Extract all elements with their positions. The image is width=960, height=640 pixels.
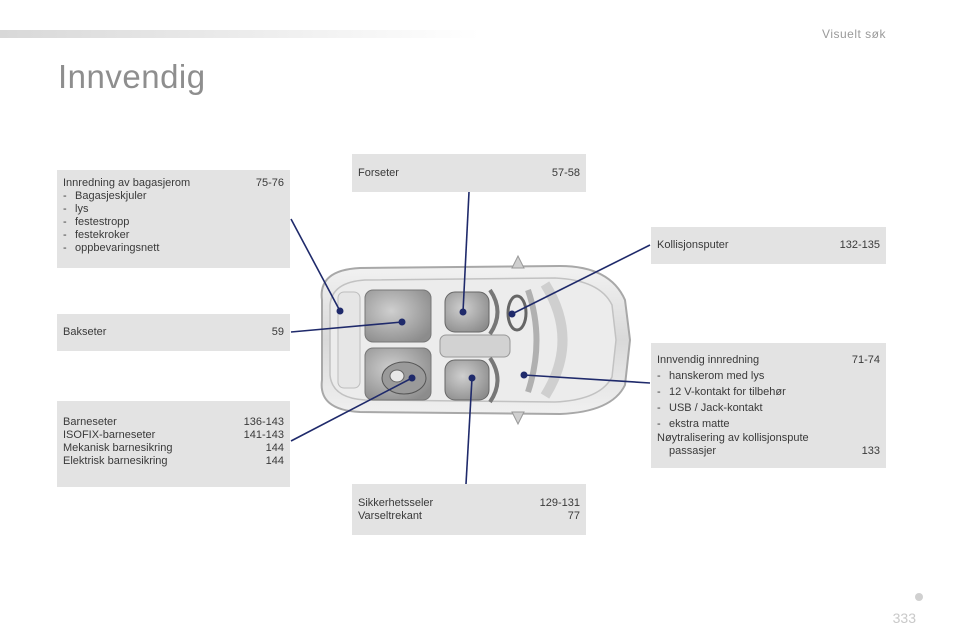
callout-airbags	[651, 227, 886, 264]
front-seat-right	[445, 360, 489, 400]
callout-interior-fittings: Innvendig innredning 71-74 - hanskerom med lys - 12 V-kontakt for tilbehør - USB / Jack-kontakt - ekstra matte Nøytralisering av kollisjonspute passasjer 133	[651, 343, 886, 468]
steering-wheel	[508, 296, 526, 330]
callout-label: Kollisjonsputer	[657, 239, 729, 251]
list-item: - festekroker	[63, 229, 130, 241]
callout-child-seats: Barneseter 136-143 ISOFIX-barneseter 141-143 Mekanisk barnesikring 144 Elektrisk barnesikring 144	[57, 401, 290, 487]
marker-bakseter	[399, 319, 406, 326]
page-ref[interactable]: 133	[861, 445, 880, 457]
list-item: - hanskerom med lys	[657, 370, 765, 382]
page-ref[interactable]: 77	[567, 510, 580, 522]
page-ref[interactable]: 132-135	[839, 239, 880, 251]
leader-barne	[291, 378, 412, 441]
page-ref[interactable]: 71-74	[851, 354, 880, 366]
callout-label: Forseter	[358, 167, 399, 179]
list-item: - ekstra matte	[657, 418, 730, 430]
rear-seat	[365, 290, 431, 342]
list-item: - 12 V-kontakt for tilbehør	[657, 386, 786, 398]
car-body	[322, 266, 630, 414]
leader-forseter	[463, 192, 469, 312]
list-item: - lys	[63, 203, 89, 215]
callout-label: Innvendig innredning	[657, 354, 760, 366]
page-ref[interactable]: 136-143	[243, 416, 284, 428]
leader-bakseter	[291, 322, 402, 332]
page-ref[interactable]: 59	[271, 326, 284, 338]
leader-bagasje	[291, 219, 340, 311]
front-seat-left	[445, 292, 489, 332]
page-ref[interactable]: 57-58	[551, 167, 580, 179]
list-item: - USB / Jack-kontakt	[657, 402, 763, 414]
page-title: Innvendig	[58, 58, 206, 95]
marker-kollisjon	[509, 311, 516, 318]
header-bar	[0, 30, 480, 38]
marker-forseter	[460, 309, 467, 316]
callout-label: Bakseter	[63, 326, 107, 338]
marker-bagasje	[337, 308, 344, 315]
list-item: - oppbevaringsnett	[63, 242, 160, 254]
page-ref[interactable]: 144	[265, 442, 284, 454]
callout-seat-belts: Sikkerhetsseler 129-131 Varseltrekant 77	[352, 484, 586, 535]
page-ref[interactable]: 144	[265, 455, 284, 467]
marker-sikker	[469, 375, 476, 382]
callout-front-seats	[352, 154, 586, 192]
rear-seat-lower	[365, 348, 431, 400]
page-ref[interactable]: 141-143	[243, 429, 284, 441]
child-seat	[382, 362, 426, 394]
page-number: 333	[892, 610, 916, 626]
marker-barne	[409, 375, 416, 382]
marker-innredning	[521, 372, 528, 379]
list-item: - festestropp	[63, 216, 130, 228]
callout-luggage-interior	[57, 170, 290, 268]
list-item: - Bagasjeskjuler	[63, 190, 147, 202]
leader-kollisjon	[512, 245, 650, 314]
callout-label: Innredning av bagasjerom	[63, 177, 191, 189]
section-tag: Visuelt søk	[822, 27, 886, 41]
extra-label: Nøytralisering av kollisjonspute	[657, 432, 809, 444]
page-dot	[915, 593, 923, 601]
leader-sikker	[466, 378, 472, 484]
leader-innredning	[524, 375, 650, 383]
page-ref[interactable]: 129-131	[539, 497, 580, 509]
page-ref[interactable]: 75-76	[255, 177, 284, 189]
callout-rear-seats	[57, 314, 290, 351]
